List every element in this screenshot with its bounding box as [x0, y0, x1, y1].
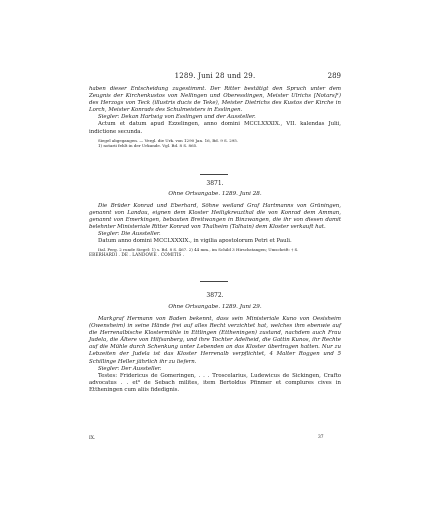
running-header: [89, 72, 341, 84]
continuation-text: haben dieser Entscheidung zugestimmt. Der Ritter bestätigt den Spruch unter dem Zeugnis der Kirchenkustos von Nellingen und Oberesslingen, Meister Ulrichs [Notars]¹) des Herzogs von Teck (illustris ducis de Teke), Meister Dietrichs des Kustos der Kirche in Lorch, Meister Konrads des Schulmeisters in Esslingen.: [89, 86, 341, 114]
doc-continuation: [89, 86, 341, 149]
continuation-siegler: Siegler: Dekan Hartwig von Esslingen und der Aussteller.: [98, 114, 256, 121]
document-date-line: Ohne Ortsangabe. 1289. Juni 28.: [168, 191, 262, 197]
seal-inscription: EBERHARDI . DE . LANDOWE . COMITIS .: [89, 252, 185, 258]
separator-rule-2: [200, 281, 228, 282]
regest-testes: Testes: Fridericus de Gomeringen, . . . Troscelarius, Ludewicus de Sickingen, Crafto advocatus . . et⁹ de Sebach milites, item Bertoldus Pfinmer et complures cives in Ettheningen cum aliis fidedignis.: [89, 372, 341, 393]
doc-3872-heading: [89, 292, 341, 300]
continuation-datum: Actum et datum apud Ezzelingen, anno domini MCCLXXXIX., VII. kalendas Julii, indictione secunda.: [89, 121, 341, 135]
doc-3871-subheading: [89, 191, 341, 199]
regest-siegler: Siegler: Die Aussteller.: [98, 231, 161, 238]
document-number: 3872.: [206, 292, 224, 299]
doc-3872: [89, 316, 341, 394]
doc-3872-subheading: [89, 304, 341, 312]
regest-siegler: Siegler: Der Aussteller.: [98, 365, 162, 372]
regest-note-1: Ital. Perg. 2 runde Siegel: 1) s. Bd. 8 S. 467. 2) 44 mm., im Schild 3 Hirschstangen; Umschrift: † S.: [98, 246, 299, 252]
volume-mark: IX.: [89, 436, 96, 441]
separator-rule: [200, 174, 228, 175]
sheet-signature: 37: [318, 435, 324, 440]
document-number: 3871.: [206, 180, 224, 187]
continuation-note-2: 1) notarii fehlt in der Urkunde. Vgl. Bd. 8 S. 865.: [98, 143, 198, 149]
regest-summary: Die Brüder Konrad und Eberhard, Söhne weiland Graf Hartmanns von Grüningen, genannt von Landau, eignen dem Kloster Heiligkreuzthal die von Konrad dem Amman, genannt von Emerkingen, bebauten Breitwangen in Binzwangen, die ihr von diesen damit belehnter Ministeriale Ritter Konrad von Thalheim (Talhain) dem Kloster verkauft hat.: [89, 203, 341, 231]
document-date-line: Ohne Ortsangabe. 1289. Juni 29.: [168, 304, 262, 310]
doc-3871-heading: [89, 180, 341, 188]
continuation-note-1: Siegel abgegangen. — Vergl. die Urk. von 1290 Jan. 16, Bd. 9 S. 295.: [98, 137, 239, 143]
header-date: 1289. Juni 28 und 29.: [174, 72, 256, 80]
regest-datum: Datum anno domini MCCLXXXIX., in vigilia apostolorum Petri et Pauli.: [98, 238, 292, 245]
page-number: 289: [327, 72, 341, 80]
doc-3871: [89, 203, 341, 258]
regest-summary: Markgraf Hermann von Baden bekennt, dass sein Ministeriale Kuno von Oesisheim (Owensheim) in seine Hände frei auf alles Recht verzichtet hat, welches ihm ebenwie auf die Herrenalbische Klostermühle in Ettlingen (Ettheningen) zustand, nachdem auch Frau Judela, die Ältere von Hilfsanberg, und ihre Tochter Adelheid, die Gattin Kunos, ihr Rechte auf die Mühle durch Schenkung unter Lebenden an das Kloster übertragen hatten. Nur zu Lebzeiten der Judela ist das Kloster Herrenalb verpflichtet, 4 Malter Roggen und 5 Schillinge Heller jährlich ihr zu liefern.: [89, 316, 341, 365]
